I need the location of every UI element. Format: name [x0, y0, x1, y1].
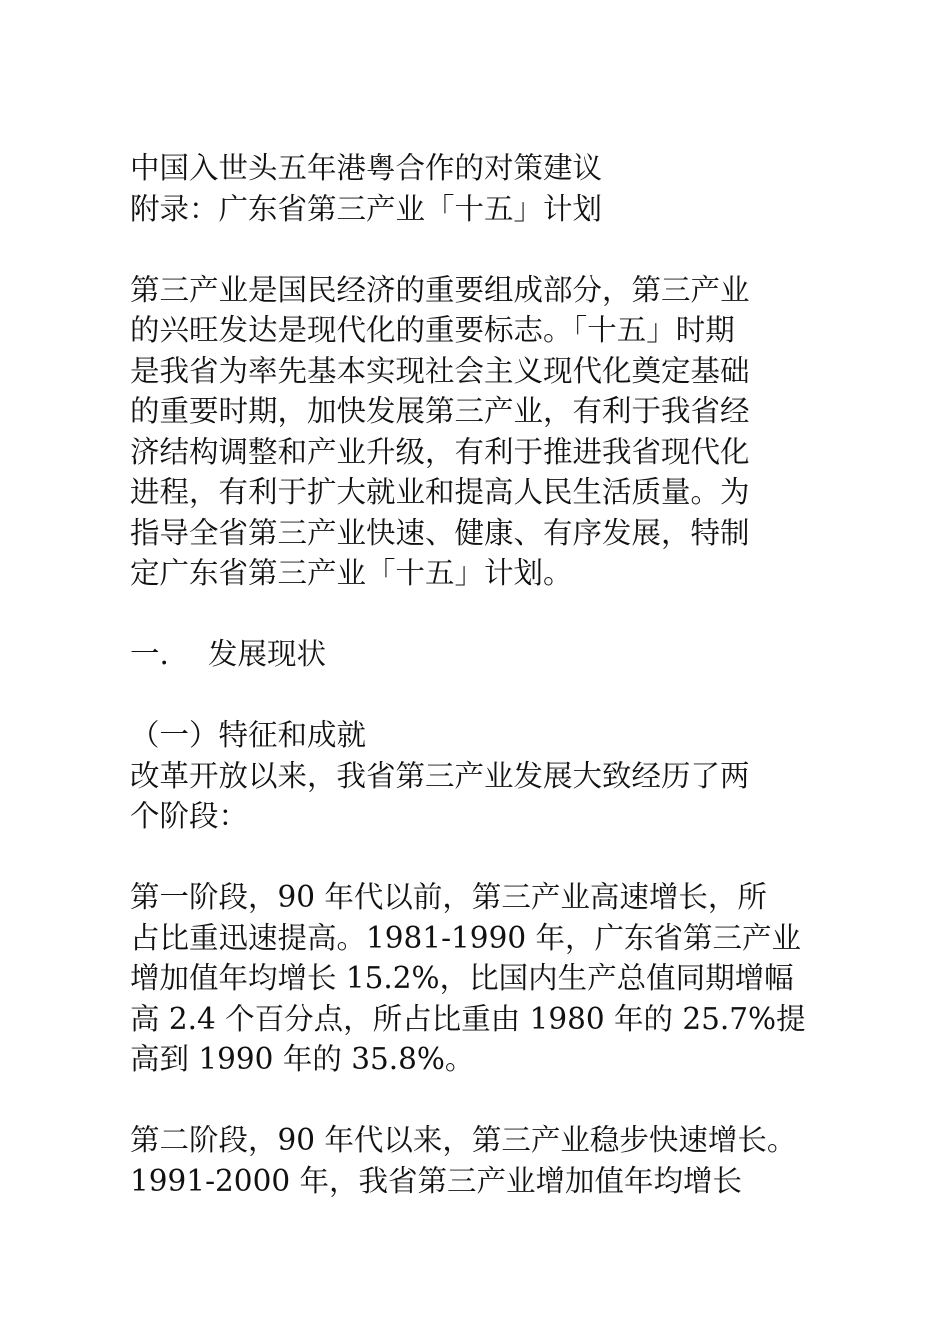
spacer [130, 594, 830, 635]
paragraph-line: 济结构调整和产业升级，有利于推进我省现代化 [130, 434, 750, 469]
paragraph-line: 进程，有利于扩大就业和提高人民生活质量。为 [130, 475, 750, 509]
paragraph-line: 个阶段： [130, 799, 249, 833]
paragraph-line: 高 2.4 个百分点，所占比重由 1980 年的 25.7%提 [130, 1001, 806, 1036]
stage2-paragraph [130, 1120, 830, 1201]
section-number: 一. [130, 637, 169, 671]
paragraph-line: 定广东省第三产业「十五」计划。 [130, 556, 573, 590]
paragraph-line: 占比重迅速提高。1981-1990 年，广东省第三产业 [130, 920, 801, 955]
paragraph-line: 是我省为率先基本实现社会主义现代化奠定基础 [130, 353, 750, 388]
paragraph-line: 第三产业是国民经济的重要组成部分，第三产业 [130, 272, 750, 307]
document-page [130, 148, 830, 1201]
intro-paragraph [130, 270, 830, 594]
paragraph-line: 的重要时期，加快发展第三产业，有利于我省经 [130, 394, 750, 428]
paragraph-line: 第一阶段，90 年代以前，第三产业高速增长，所 [130, 880, 767, 914]
paragraph-line: 增加值年均增长 15.2%，比国内生产总值同期增幅 [130, 961, 794, 995]
paragraph-line: 改革开放以来，我省第三产业发展大致经历了两 [130, 758, 750, 793]
spacer [130, 1080, 830, 1121]
spacer [130, 675, 830, 716]
document-title: 中国入世头五年港粤合作的对策建议 [130, 151, 603, 185]
subsection-heading: （一）特征和成就 [130, 718, 367, 752]
overview-paragraph [130, 756, 830, 837]
paragraph-line: 的兴旺发达是现代化的重要标志。「十五」时期 [130, 313, 735, 347]
appendix-title: 附录：广东省第三产业「十五」计划 [130, 191, 603, 226]
paragraph-line: 高到 1990 年的 35.8%。 [130, 1042, 475, 1076]
section-heading [130, 634, 830, 675]
paragraph-line: 1991-2000 年，我省第三产业增加值年均增长 [130, 1163, 742, 1198]
paragraph-line: 第二阶段，90 年代以来，第三产业稳步快速增长。 [130, 1123, 797, 1157]
stage1-paragraph [130, 877, 830, 1080]
spacer [130, 229, 830, 270]
spacer [130, 837, 830, 878]
section-title: 发展现状 [208, 637, 327, 671]
paragraph-line: 指导全省第三产业快速、健康、有序发展，特制 [130, 515, 750, 550]
